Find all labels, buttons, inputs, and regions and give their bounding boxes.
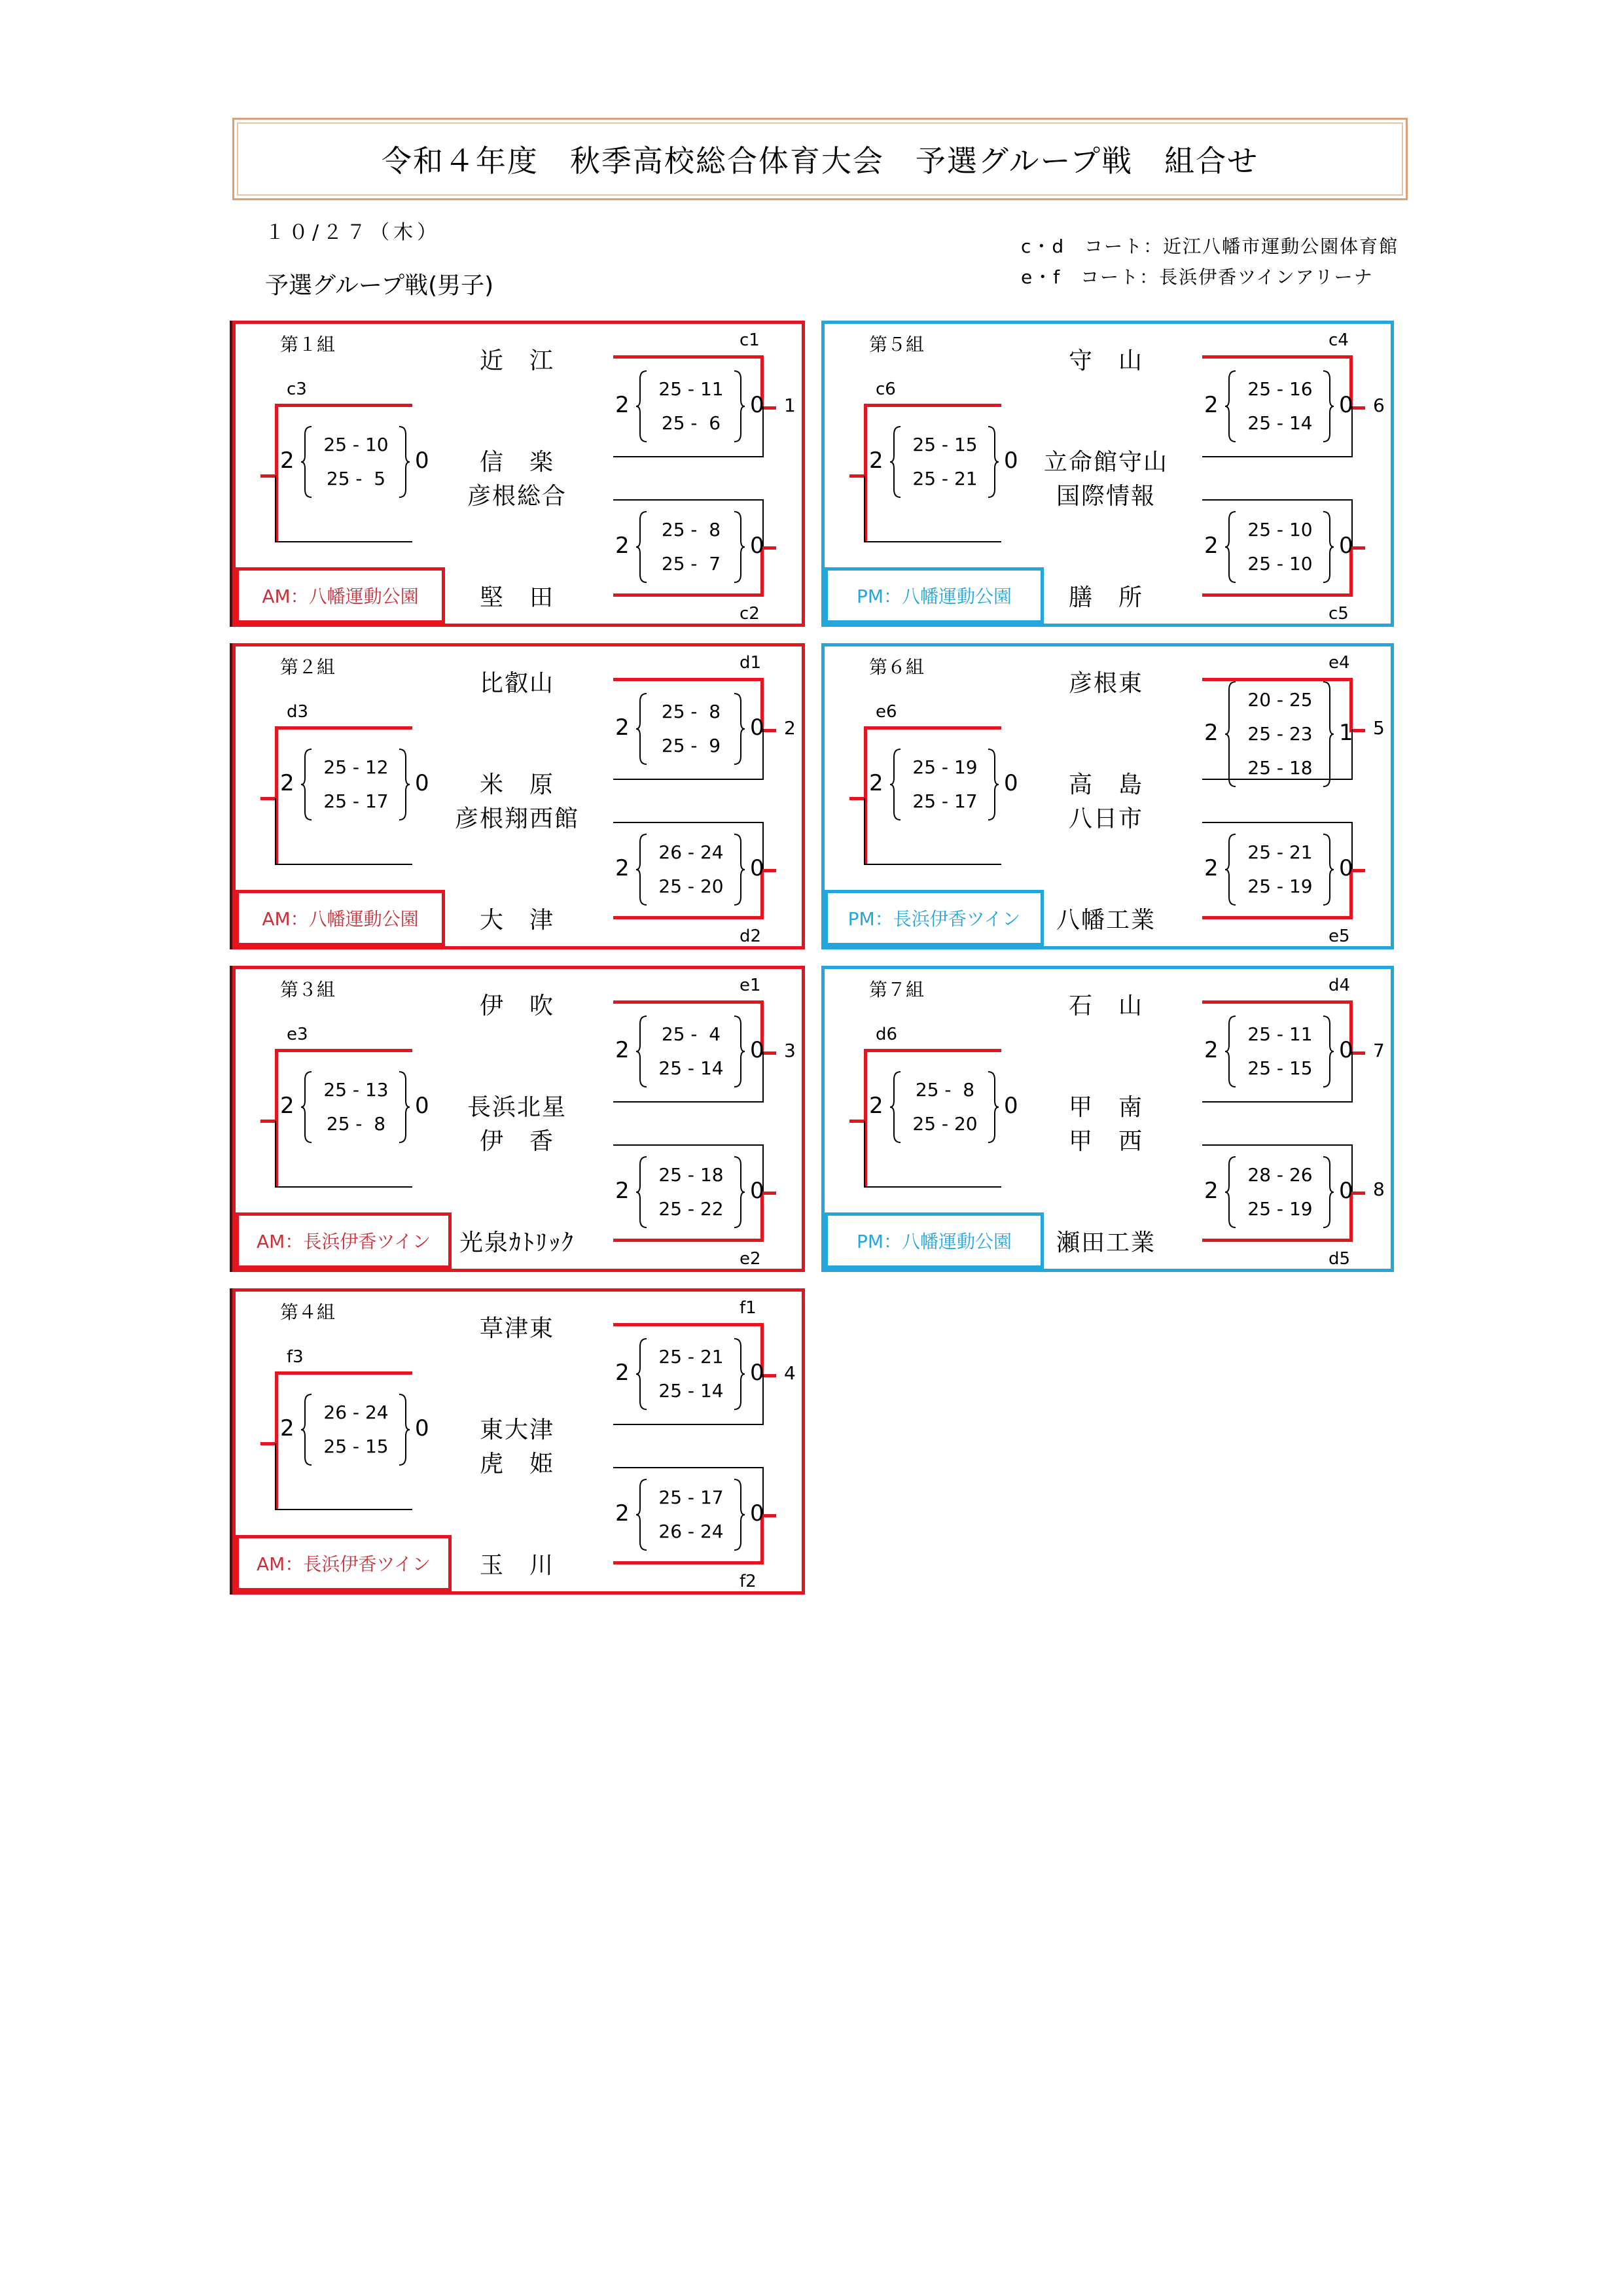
win-count: 2	[615, 715, 630, 741]
session-badge: PM：長浜伊香ツイン	[825, 890, 1044, 946]
group-block	[232, 1288, 805, 1595]
lower-black-top	[613, 1467, 764, 1468]
lower-red-bottom	[613, 593, 764, 597]
set-scores	[317, 1396, 395, 1464]
win-count: 2	[280, 448, 294, 474]
lose-count: 0	[750, 855, 764, 881]
group-number: 第６組	[869, 656, 925, 678]
group-number: 第３組	[280, 979, 336, 1000]
right-brace-icon	[986, 1070, 1000, 1144]
right-brace-icon	[732, 1015, 746, 1088]
set-score: 25 - 13	[323, 1079, 389, 1101]
right-brace-icon	[986, 425, 1000, 499]
upper-black-bottom	[1202, 1101, 1353, 1103]
lower-black-top	[613, 499, 764, 501]
lower-black-top	[1202, 499, 1353, 501]
team-mid2: 伊 香	[479, 1128, 554, 1155]
set-score: 25 - 23	[1247, 723, 1313, 745]
court-upper: c1	[740, 330, 760, 350]
right-brace-icon	[732, 833, 746, 906]
set-score: 25 - 19	[1247, 875, 1313, 897]
title-text: 令和４年度 秋季高校総合体育大会 予選グループ戦 組合せ	[381, 143, 1259, 179]
court-left: f3	[287, 1347, 304, 1367]
court-left: e3	[287, 1025, 308, 1044]
set-score: 26 - 24	[658, 1521, 724, 1542]
set-scores	[1241, 1158, 1319, 1226]
left-brace-icon	[635, 1478, 649, 1551]
set-score: 25 - 5	[326, 468, 386, 489]
set-scores	[652, 1158, 730, 1226]
group-block	[821, 321, 1394, 627]
team-mid2: 八日市	[1068, 805, 1143, 832]
bracket-black-bottom	[275, 1509, 412, 1510]
set-score: 25 - 19	[912, 756, 978, 778]
set-score: 25 - 17	[912, 790, 978, 812]
set-scores	[1241, 836, 1319, 904]
set-scores	[652, 1340, 730, 1408]
left-brace-icon	[1224, 370, 1238, 443]
right-brace-icon	[732, 1337, 746, 1411]
win-count: 2	[615, 1500, 630, 1527]
set-scores	[906, 751, 984, 819]
session-badge: AM：八幡運動公園	[236, 890, 445, 946]
lose-count: 0	[1339, 392, 1353, 418]
set-score: 25 - 10	[1247, 519, 1313, 540]
win-count: 2	[869, 448, 883, 474]
court-left: e6	[876, 702, 897, 722]
set-score: 25 - 15	[912, 434, 978, 455]
lose-count: 1	[1339, 720, 1353, 746]
bracket-black-vert	[275, 1443, 276, 1509]
win-count: 2	[1204, 533, 1219, 559]
set-score: 25 - 8	[661, 701, 721, 722]
win-count: 2	[280, 1093, 294, 1119]
bracket-black-bottom	[275, 864, 412, 865]
team-mid1: 東大津	[479, 1417, 554, 1443]
bracket-black-vert	[864, 476, 865, 541]
bracket-black-bottom	[864, 1186, 1001, 1188]
lose-count: 0	[1339, 855, 1353, 881]
right-brace-icon	[986, 748, 1000, 821]
win-count: 2	[1204, 1178, 1219, 1204]
session-badge: AM：八幡運動公園	[236, 567, 445, 624]
left-brace-icon	[1224, 1015, 1238, 1088]
upper-red-top	[1202, 355, 1353, 359]
set-score: 25 - 20	[912, 1113, 978, 1135]
team-bottom: 八幡工業	[1056, 907, 1156, 934]
group-number: 第１組	[280, 334, 336, 355]
court-lower: c2	[740, 604, 760, 624]
lower-black-top	[1202, 1144, 1353, 1146]
bracket-red-top	[864, 1049, 1001, 1052]
court-upper: e4	[1329, 653, 1350, 673]
right-brace-icon	[732, 510, 746, 584]
bracket-red-top	[864, 726, 1001, 730]
set-score: 25 - 21	[912, 468, 978, 489]
lose-count: 0	[1004, 448, 1018, 474]
group-block	[821, 643, 1394, 949]
session-badge: PM：八幡運動公園	[825, 567, 1044, 624]
team-top: 彦根東	[1068, 670, 1143, 697]
team-top: 比叡山	[479, 670, 554, 697]
right-brace-icon	[1321, 680, 1335, 788]
court-left: c3	[287, 380, 307, 399]
set-scores	[906, 1073, 984, 1141]
page-title	[232, 118, 1408, 200]
next-number: 4	[784, 1362, 796, 1384]
lose-count: 0	[1004, 770, 1018, 796]
court-left: c6	[876, 380, 896, 399]
court-lower: d5	[1329, 1249, 1351, 1269]
lose-count: 0	[415, 448, 429, 474]
set-scores	[906, 428, 984, 496]
lose-count: 0	[750, 1178, 764, 1204]
bracket-red-top	[864, 404, 1001, 407]
set-score: 25 - 21	[658, 1346, 724, 1368]
set-score: 25 - 14	[658, 1057, 724, 1079]
win-count: 2	[615, 855, 630, 881]
left-brace-icon	[300, 748, 314, 821]
set-scores	[652, 695, 730, 763]
left-brace-icon	[635, 1015, 649, 1088]
bracket-black-vert	[864, 798, 865, 864]
bracket-red-top	[275, 1049, 412, 1052]
bracket-black-bottom	[864, 864, 1001, 865]
set-score: 25 - 21	[1247, 841, 1313, 863]
left-brace-icon	[635, 833, 649, 906]
team-mid1: 信 楽	[479, 449, 554, 476]
lower-red-bottom	[613, 1561, 764, 1564]
team-top: 石 山	[1068, 993, 1143, 1019]
right-brace-icon	[1321, 1156, 1335, 1229]
left-brace-icon	[889, 748, 903, 821]
next-number: 1	[784, 395, 796, 416]
left-brace-icon	[635, 510, 649, 584]
lose-count: 0	[415, 1415, 429, 1441]
set-score: 25 - 6	[661, 412, 721, 434]
set-scores	[652, 1017, 730, 1086]
set-scores	[1241, 683, 1319, 785]
team-mid2: 虎 姫	[479, 1451, 554, 1477]
next-number: 2	[784, 717, 796, 739]
lose-count: 0	[1339, 1037, 1353, 1063]
venue-ef: e・f コート：長浜伊香ツインアリーナ	[1021, 266, 1374, 288]
lose-count: 0	[1339, 533, 1353, 559]
upper-black-bottom	[613, 456, 764, 457]
group-block	[232, 966, 805, 1272]
court-upper: f1	[740, 1298, 757, 1318]
match-date: １０/２７（木）	[265, 221, 441, 244]
next-number: 3	[784, 1040, 796, 1061]
set-scores	[1241, 513, 1319, 581]
court-lower: d2	[740, 927, 762, 946]
left-brace-icon	[635, 1337, 649, 1411]
team-mid2: 彦根翔西館	[454, 805, 579, 832]
set-scores	[652, 836, 730, 904]
session-badge: AM：長浜伊香ツイン	[236, 1535, 452, 1591]
group-number: 第５組	[869, 334, 925, 355]
win-count: 2	[1204, 855, 1219, 881]
team-bottom: 瀬田工業	[1056, 1229, 1156, 1256]
win-count: 2	[1204, 392, 1219, 418]
court-upper: d1	[740, 653, 762, 673]
lose-count: 0	[750, 1500, 764, 1527]
left-brace-icon	[300, 1393, 314, 1466]
lose-count: 0	[415, 770, 429, 796]
lose-count: 0	[750, 715, 764, 741]
win-count: 2	[615, 1178, 630, 1204]
team-bottom: 堅 田	[479, 584, 554, 611]
lose-count: 0	[750, 1037, 764, 1063]
upper-black-bottom	[1202, 456, 1353, 457]
bracket-red-top	[275, 1371, 412, 1375]
team-mid2: 甲 西	[1068, 1128, 1143, 1155]
team-top: 草津東	[479, 1315, 554, 1342]
lower-black-top	[613, 822, 764, 823]
win-count: 2	[280, 1415, 294, 1441]
group-number: 第２組	[280, 656, 336, 678]
lower-black-top	[1202, 822, 1353, 823]
court-left: d6	[876, 1025, 898, 1044]
set-score: 26 - 24	[323, 1402, 389, 1423]
lower-red-bottom	[1202, 1239, 1353, 1242]
upper-red-top	[613, 678, 764, 681]
bracket-black-vert	[275, 798, 276, 864]
session-badge: PM：八幡運動公園	[825, 1212, 1044, 1269]
left-brace-icon	[889, 425, 903, 499]
set-score: 20 - 25	[1247, 689, 1313, 711]
set-score: 25 - 18	[1247, 757, 1313, 779]
court-lower: e5	[1329, 927, 1350, 946]
set-score: 25 - 11	[1247, 1023, 1313, 1045]
set-scores	[317, 751, 395, 819]
bracket-black-bottom	[275, 1186, 412, 1188]
team-top: 守 山	[1068, 347, 1143, 374]
court-left: d3	[287, 702, 309, 722]
left-brace-icon	[635, 1156, 649, 1229]
set-score: 25 - 12	[323, 756, 389, 778]
court-lower: f2	[740, 1572, 757, 1591]
lose-count: 0	[415, 1093, 429, 1119]
set-scores	[1241, 372, 1319, 440]
set-score: 25 - 10	[323, 434, 389, 455]
left-brace-icon	[300, 425, 314, 499]
upper-black-bottom	[613, 1101, 764, 1103]
session-badge: AM：長浜伊香ツイン	[236, 1212, 452, 1269]
lose-count: 0	[750, 392, 764, 418]
court-lower: e2	[740, 1249, 761, 1269]
win-count: 2	[615, 1360, 630, 1386]
lower-black-top	[613, 1144, 764, 1146]
right-brace-icon	[732, 370, 746, 443]
right-brace-icon	[397, 748, 411, 821]
lower-red-bottom	[1202, 916, 1353, 919]
set-score: 25 - 20	[658, 875, 724, 897]
lose-count: 0	[750, 1360, 764, 1386]
bracket-black-bottom	[864, 541, 1001, 542]
section-title: 予選グループ戦(男子)	[265, 272, 494, 299]
win-count: 2	[615, 1037, 630, 1063]
left-brace-icon	[1224, 680, 1238, 788]
set-scores	[317, 428, 395, 496]
win-count: 2	[869, 1093, 883, 1119]
win-count: 2	[869, 770, 883, 796]
group-number: 第４組	[280, 1301, 336, 1323]
right-brace-icon	[732, 1478, 746, 1551]
team-top: 伊 吹	[479, 993, 554, 1019]
set-score: 25 - 10	[1247, 553, 1313, 574]
right-brace-icon	[732, 692, 746, 766]
bracket-red-top	[275, 404, 412, 407]
team-mid2: 彦根総合	[467, 483, 567, 510]
right-brace-icon	[1321, 833, 1335, 906]
set-score: 25 - 15	[323, 1436, 389, 1457]
left-brace-icon	[1224, 833, 1238, 906]
team-mid1: 立命館守山	[1043, 449, 1168, 476]
set-score: 25 - 19	[1247, 1198, 1313, 1220]
set-score: 25 - 22	[658, 1198, 724, 1220]
upper-red-top	[613, 1323, 764, 1326]
set-score: 25 - 17	[658, 1487, 724, 1508]
bracket-red-top	[275, 726, 412, 730]
left-brace-icon	[635, 692, 649, 766]
set-score: 25 - 11	[658, 378, 724, 400]
team-bottom: 大 津	[479, 907, 554, 934]
set-scores	[1241, 1017, 1319, 1086]
win-count: 2	[1204, 720, 1219, 746]
court-lower: c5	[1329, 604, 1349, 624]
venue-cd: c・d コート：近江八幡市運動公園体育館	[1021, 236, 1399, 257]
left-brace-icon	[1224, 510, 1238, 584]
set-scores	[652, 372, 730, 440]
team-bottom: 膳 所	[1068, 584, 1143, 611]
set-scores	[317, 1073, 395, 1141]
right-brace-icon	[1321, 1015, 1335, 1088]
win-count: 2	[280, 770, 294, 796]
right-brace-icon	[1321, 370, 1335, 443]
set-score: 28 - 26	[1247, 1164, 1313, 1186]
group-block	[821, 966, 1394, 1272]
set-score: 25 - 7	[661, 553, 721, 574]
set-score: 25 - 14	[658, 1380, 724, 1402]
court-upper: e1	[740, 976, 761, 995]
bracket-black-vert	[864, 1121, 865, 1186]
right-brace-icon	[397, 425, 411, 499]
set-scores	[652, 513, 730, 581]
right-brace-icon	[397, 1393, 411, 1466]
set-score: 25 - 15	[1247, 1057, 1313, 1079]
next-number: 5	[1373, 717, 1385, 739]
set-score: 25 - 8	[661, 519, 721, 540]
set-score: 25 - 16	[1247, 378, 1313, 400]
set-score: 25 - 14	[1247, 412, 1313, 434]
right-brace-icon	[1321, 510, 1335, 584]
upper-red-top	[1202, 1000, 1353, 1004]
win-count: 2	[615, 533, 630, 559]
left-brace-icon	[1224, 1156, 1238, 1229]
team-mid2: 国際情報	[1056, 483, 1156, 510]
upper-red-top	[613, 355, 764, 359]
lose-count: 0	[1339, 1178, 1353, 1204]
next-number: 7	[1373, 1040, 1385, 1061]
set-score: 25 - 8	[326, 1113, 386, 1135]
lower-red-bottom	[613, 916, 764, 919]
left-brace-icon	[889, 1070, 903, 1144]
upper-red-top	[613, 1000, 764, 1004]
left-brace-icon	[635, 370, 649, 443]
group-block	[232, 321, 805, 627]
bracket-black-bottom	[275, 541, 412, 542]
lose-count: 0	[750, 533, 764, 559]
team-mid1: 甲 南	[1068, 1094, 1143, 1121]
set-score: 25 - 8	[915, 1079, 975, 1101]
group-number: 第７組	[869, 979, 925, 1000]
lower-red-bottom	[1202, 593, 1353, 597]
upper-black-bottom	[613, 779, 764, 780]
team-bottom: 玉 川	[479, 1552, 554, 1579]
team-bottom: 光泉ｶﾄﾘｯｸ	[459, 1229, 575, 1256]
set-score: 25 - 18	[658, 1164, 724, 1186]
lower-red-bottom	[613, 1239, 764, 1242]
set-scores	[652, 1481, 730, 1549]
win-count: 2	[615, 392, 630, 418]
right-brace-icon	[397, 1070, 411, 1144]
set-score: 25 - 4	[661, 1023, 721, 1045]
bracket-black-vert	[275, 476, 276, 541]
lose-count: 0	[1004, 1093, 1018, 1119]
court-upper: d4	[1329, 976, 1351, 995]
group-block	[232, 643, 805, 949]
team-mid1: 米 原	[479, 771, 554, 798]
right-brace-icon	[732, 1156, 746, 1229]
next-number: 8	[1373, 1178, 1385, 1200]
upper-black-bottom	[613, 1424, 764, 1425]
team-mid1: 長浜北星	[467, 1094, 567, 1121]
next-number: 6	[1373, 395, 1385, 416]
set-score: 26 - 24	[658, 841, 724, 863]
set-score: 25 - 17	[323, 790, 389, 812]
set-score: 25 - 9	[661, 735, 721, 756]
bracket-black-vert	[275, 1121, 276, 1186]
left-brace-icon	[300, 1070, 314, 1144]
win-count: 2	[1204, 1037, 1219, 1063]
court-upper: c4	[1329, 330, 1349, 350]
team-top: 近 江	[479, 347, 554, 374]
team-mid1: 高 島	[1068, 771, 1143, 798]
